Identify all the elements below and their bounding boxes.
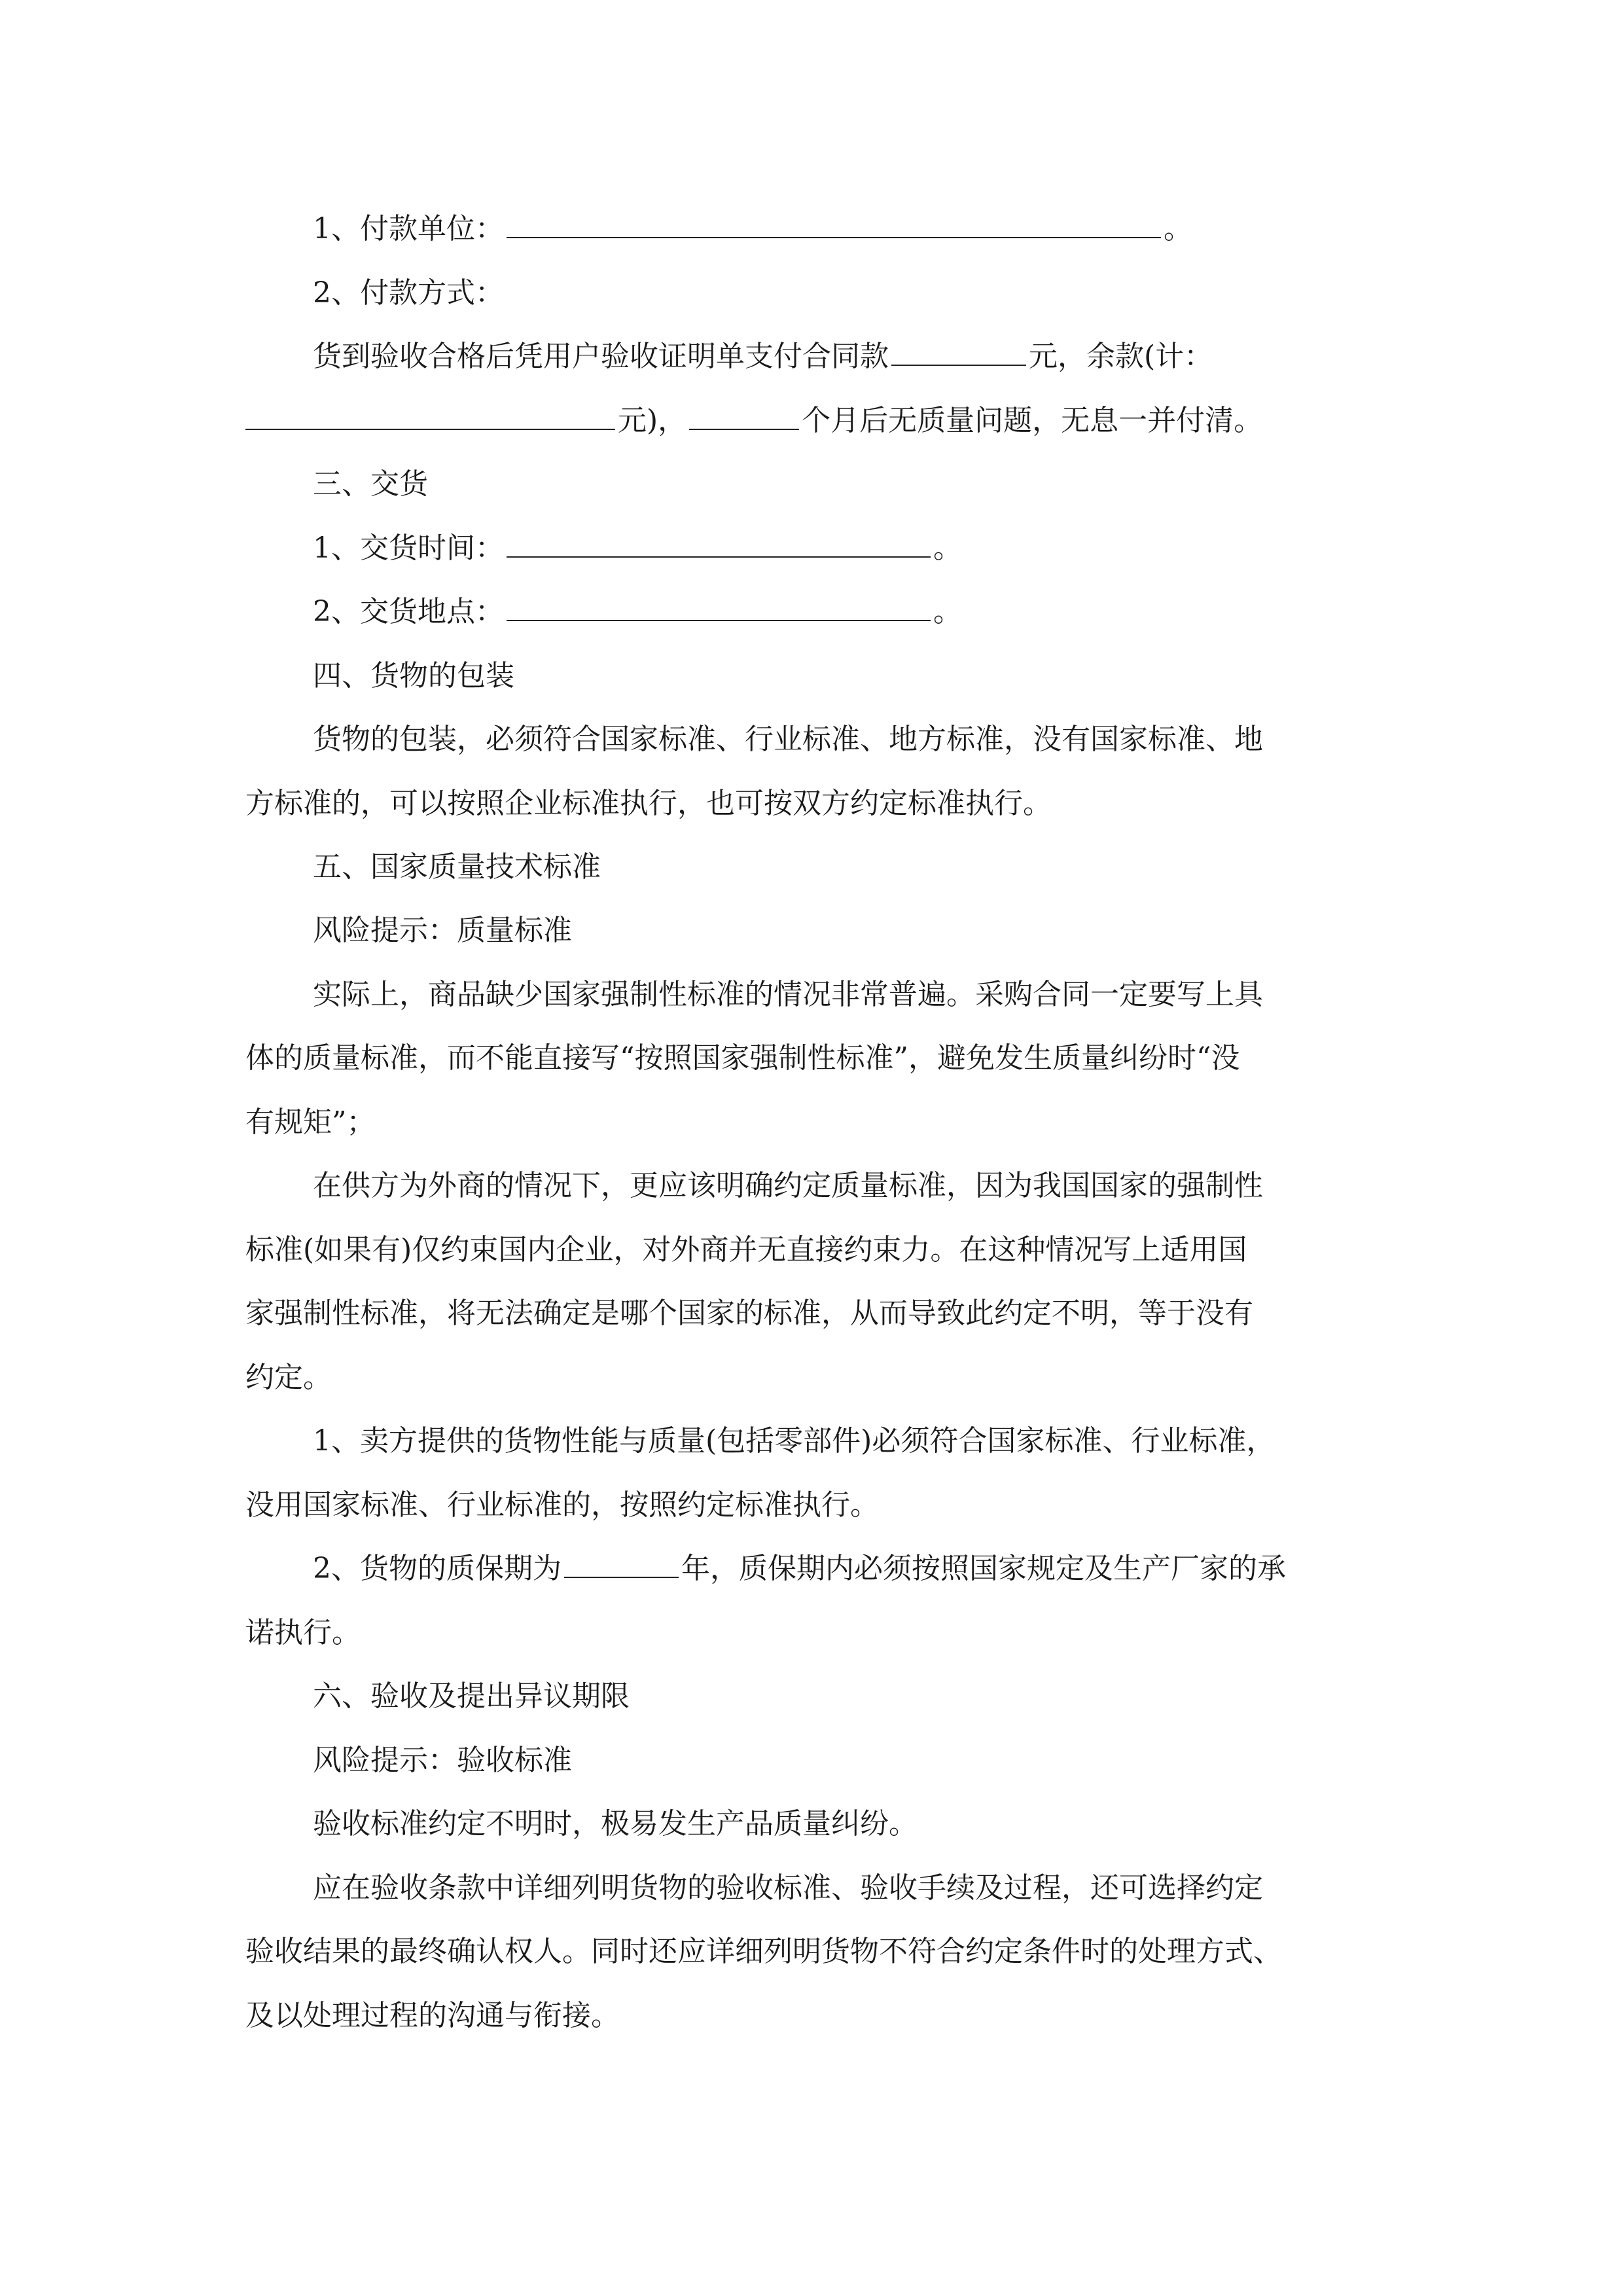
paragraph-text: 货物的包装，必须符合国家标准、行业标准、地方标准，没有国家标准、地 <box>313 723 1263 756</box>
paragraph-text: 验收标准约定不明时，极易发生产品质量纠纷。 <box>313 1807 918 1840</box>
paragraph-text: 应在验收条款中详细列明货物的验收标准、验收手续及过程，还可选择约定 <box>313 1871 1263 1905</box>
delivery-place-blank[interactable] <box>507 594 931 621</box>
paragraph-text: 约定。 <box>245 1361 332 1394</box>
paragraph-text: 验收结果的最终确认权人。同时还应详细列明货物不符合约定条件时的处理方式、 <box>245 1935 1282 1968</box>
balance-amount-blank[interactable] <box>245 403 615 430</box>
payment-unit-blank[interactable] <box>507 211 1161 238</box>
paragraph-text: 1、卖方提供的货物性能与质量(包括零部件)必须符合国家标准、行业标准， <box>313 1424 1275 1458</box>
paragraph-text: 没用国家标准、行业标准的，按照约定标准执行。 <box>245 1488 879 1522</box>
paragraph-text: 实际上，商品缺少国家强制性标准的情况非常普遍。采购合同一定要写上具 <box>313 978 1263 1011</box>
paragraph-text: 有规矩”； <box>245 1105 376 1139</box>
payment-method-heading: 2、付款方式： <box>313 276 504 310</box>
payment-unit-line: 1、付款单位： 。 <box>313 212 1192 245</box>
payment-terms-line-2: 元)， 个月后无质量问题，无息一并付清。 <box>245 401 1623 440</box>
paragraph-text: 方标准的，可以按照企业标准执行，也可按双方约定标准执行。 <box>245 787 1052 820</box>
section-3-heading: 三、交货 <box>313 467 428 501</box>
contract-amount-blank[interactable] <box>891 338 1026 366</box>
delivery-place-line: 2、交货地点： 。 <box>313 595 962 628</box>
paragraph-text: 及以处理过程的沟通与衔接。 <box>245 1999 620 2032</box>
section-6-heading: 六、验收及提出异议期限 <box>313 1679 630 1713</box>
delivery-time-blank[interactable] <box>507 530 931 558</box>
delivery-time-line: 1、交货时间： 。 <box>313 531 962 565</box>
paragraph-text: 家强制性标准，将无法确定是哪个国家的标准，从而导致此约定不明，等于没有 <box>245 1297 1253 1330</box>
paragraph-text: 标准(如果有)仅约束国内企业，对外商并无直接约束力。在这种情况写上适用国 <box>245 1233 1247 1266</box>
paragraph-text: 诺执行。 <box>245 1616 361 1649</box>
section-4-heading: 四、货物的包装 <box>313 659 514 692</box>
warranty-line: 2、货物的质保期为 年，质保期内必须按照国家规定及生产厂家的承 <box>313 1552 1286 1585</box>
payment-terms-line-1: 货到验收合格后凭用户验收证明单支付合同款 元，余款(计： <box>313 340 1213 373</box>
payment-unit-label: 1、付款单位： <box>313 212 504 245</box>
section-5-heading: 五、国家质量技术标准 <box>313 850 601 884</box>
risk-tip-acceptance: 风险提示：验收标准 <box>313 1744 572 1777</box>
paragraph-text: 体的质量标准，而不能直接写“按照国家强制性标准”，避免发生质量纠纷时“没 <box>245 1041 1240 1075</box>
months-blank[interactable] <box>689 403 799 430</box>
warranty-years-blank[interactable] <box>564 1551 679 1578</box>
risk-tip-quality: 风险提示：质量标准 <box>313 914 572 947</box>
paragraph-text: 在供方为外商的情况下，更应该明确约定质量标准，因为我国国家的强制性 <box>313 1169 1263 1202</box>
